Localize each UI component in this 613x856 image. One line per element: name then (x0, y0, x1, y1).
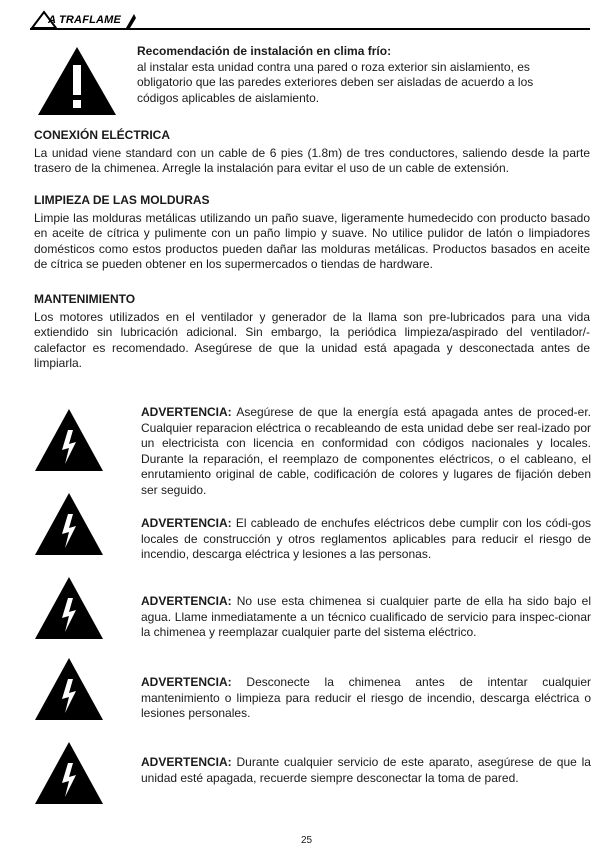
logo-text: A TRAFLAME (48, 14, 122, 26)
brand-logo (30, 10, 140, 30)
warning-body: Durante cualquier servicio de este aparato, asegúrese de que la unidad esté apagada, recuerde siempre desconectar la toma de pared. (141, 755, 591, 785)
warning-1 (141, 405, 591, 498)
warning-4 (141, 675, 591, 722)
section-trim-cleaning (34, 193, 590, 273)
electrical-hazard-icon (34, 408, 104, 477)
page-header (30, 8, 590, 34)
cold-climate-note (137, 44, 577, 106)
warning-3 (141, 594, 591, 641)
cold-climate-title: Recomendación de instalación en clima frío: (137, 44, 392, 58)
warning-body: Desconecte la chimenea antes de intentar cualquier mantenimiento o limpieza para reducir el riesgo de incendio, descarga eléctrica o lesiones personales. (141, 675, 592, 720)
caution-icon (36, 45, 118, 122)
section-heading: CONEXIÓN ELÉCTRICA (34, 128, 171, 142)
warning-label: ADVERTENCIA: (141, 594, 232, 608)
section-heading: LIMPIEZA DE LAS MOLDURAS (34, 193, 210, 207)
warning-5 (141, 755, 591, 786)
cold-climate-body: al instalar esta unidad contra una pared o roza exterior sin aislamiento, es obligatorio que las paredes exteriores deben ser aisladas de acuerdo a los códigos aplicables de aislamiento. (137, 59, 534, 105)
warning-label: ADVERTENCIA: (141, 516, 232, 530)
warning-label: ADVERTENCIA: (141, 675, 232, 689)
warning-label: ADVERTENCIA: (141, 405, 232, 419)
electrical-hazard-icon (34, 576, 104, 645)
section-electrical-connection (34, 128, 590, 177)
section-body: Limpie las molduras metálicas utilizando un paño suave, ligeramente humedecido con producto basado en aceite de cítrica y pulimente con un paño limpio y suave. No utilice pulidor de latón o limpiadores domésticos como estos productos pueden dañar las molduras metálicas. Productos basados en aceite de cítrica se pueden obtener en los supermercados o tiendas de hardware. (34, 210, 590, 271)
section-heading: MANTENIMIENTO (34, 292, 136, 306)
electrical-hazard-icon (34, 657, 104, 726)
header-rule (30, 28, 590, 30)
warning-body: El cableado de enchufes eléctricos debe cumplir con los códi-gos locales de construcción y otros reglamentos aplicables para reducir el riesgo de incendio, descarga eléctrica y lesiones a las personas. (141, 516, 591, 561)
section-body: Los motores utilizados en el ventilador y generador de la llama son pre-lubricados para una vida extiendido sin lubricación adicional. Sin embargo, la periódica limpieza/aspirado del ventilador/-calefactor es recomendado. Asegúrese de que la unidad está apagada y desconectada antes de limpiarla. (34, 309, 590, 370)
section-body: La unidad viene standard con un cable de 6 pies (1.8m) de tres conductores, saliendo desde la parte trasero de la chimenea. Arregle la instalación para evitar el uso de un cable de extensión. (34, 145, 590, 175)
electrical-hazard-icon (34, 492, 104, 561)
warning-label: ADVERTENCIA: (141, 755, 232, 769)
page-number: 25 (300, 835, 313, 846)
warning-body: Asegúrese de que la energía está apagada antes de proced-er. Cualquier reparacion eléctrica o recableando de esta unidad debe ser real-izado por un electricista con licencia en conformidad con códigos nacionales y locales. Durante la reparación, el reemplazo de componentes eléctricos, o el cableano, el enrutamiento original de cable, codificación de colores y lugares de fijación deben ser seguido. (141, 405, 592, 497)
section-maintenance (34, 292, 590, 372)
warning-body: No use esta chimenea si cualquier parte de ella ha sido bajo el agua. Llame inmediatamente a un técnico cualificado de servicio para inspec-cionar la chimenea y reemplazar cualquier parte del sistema eléctrico. (141, 594, 591, 639)
electrical-hazard-icon (34, 741, 104, 810)
warning-2 (141, 516, 591, 563)
